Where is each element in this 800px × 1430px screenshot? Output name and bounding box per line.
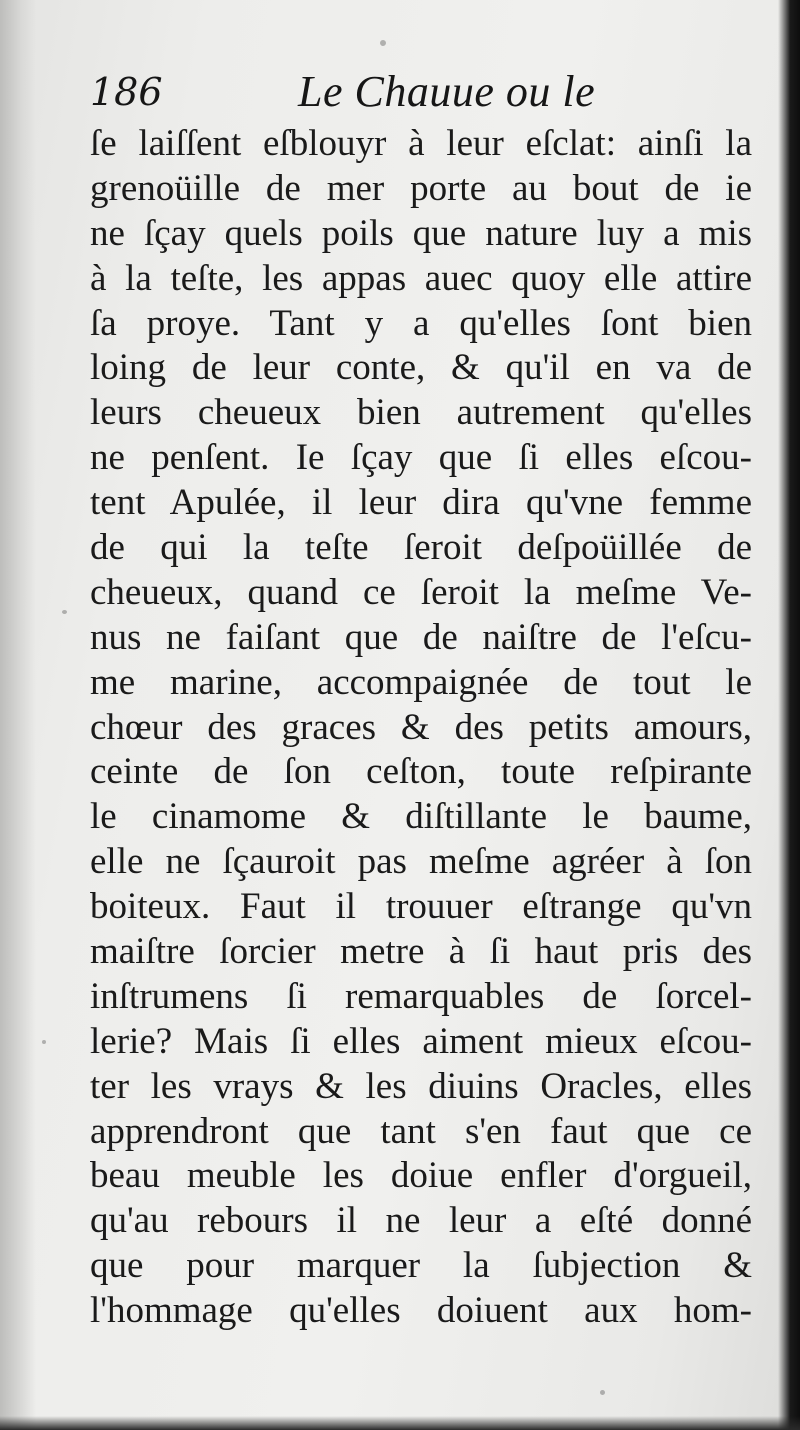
text-line: cheueux, quand ce ſeroit la meſme Ve- [90, 571, 752, 613]
text-line: apprendront que tant s'en faut que ce [90, 1110, 752, 1152]
text-line: ne ſçay quels poils que nature luy a mis [90, 212, 752, 254]
text-line: chœur des graces & des petits amours, [90, 706, 752, 748]
text-line: inſtrumens ſi remarquables de ſorcel- [90, 975, 752, 1017]
text-line: ter les vrays & les diuins Oracles, elles [90, 1065, 752, 1107]
text-line: à la teſte, les appas auec quoy elle attire [90, 257, 752, 299]
page-edge-right [778, 0, 800, 1430]
text-line: de qui la teſte ſeroit deſpoüillée de [90, 527, 752, 569]
page-header [90, 66, 750, 118]
text-line: maiſtre ſorcier metre à ſi haut pris des [90, 931, 752, 973]
page-edge-bottom [0, 1416, 800, 1430]
text-line: loing de leur conte, & qu'il en va de [90, 347, 752, 389]
running-head: Le Chauue ou le [298, 67, 596, 116]
text-line: ſe laiſſent eſblouyr à leur eſclat: ainſi la [90, 123, 752, 164]
paper-speck [380, 40, 386, 46]
text-line: tent Apulée, il leur dira qu'vne femme [90, 482, 752, 524]
text-line: ceinte de ſon ceſton, toute reſpirante [90, 751, 752, 793]
text-line: leurs cheueux bien autrement qu'elles [90, 392, 752, 434]
paper-speck [42, 1040, 46, 1044]
text-line: ſa proye. Tant y a qu'elles ſont bien [90, 302, 752, 344]
binding-shadow [0, 0, 36, 1430]
paper-speck [600, 1390, 605, 1395]
text-line: beau meuble les doiue enfler d'orgueil, [90, 1155, 752, 1197]
body-text [90, 122, 752, 1334]
text-line: qu'au rebours il ne leur a eſté donné [90, 1200, 752, 1242]
text-line: grenoüille de mer porte au bout de ie [90, 167, 752, 209]
text-line: que pour marquer la ſubjection & [90, 1245, 752, 1287]
text-line: ne penſent. Ie ſçay que ſi elles eſcou- [90, 437, 752, 479]
text-line: le cinamome & diſtillante le baume, [90, 796, 752, 838]
text-line: lerie? Mais ſi elles aiment mieux eſcou- [90, 1020, 752, 1062]
text-line: elle ne ſçauroit pas meſme agréer à ſon [90, 841, 752, 883]
paper-speck [62, 610, 67, 614]
text-line: me marine, accompaignée de tout le [90, 661, 752, 703]
page-number: 186 [90, 70, 163, 114]
text-line: nus ne faiſant que de naiſtre de l'eſcu- [90, 616, 752, 658]
text-line: l'hommage qu'elles doiuent aux hom- [90, 1290, 752, 1332]
text-line: boiteux. Faut il trouuer eſtrange qu'vn [90, 886, 752, 928]
